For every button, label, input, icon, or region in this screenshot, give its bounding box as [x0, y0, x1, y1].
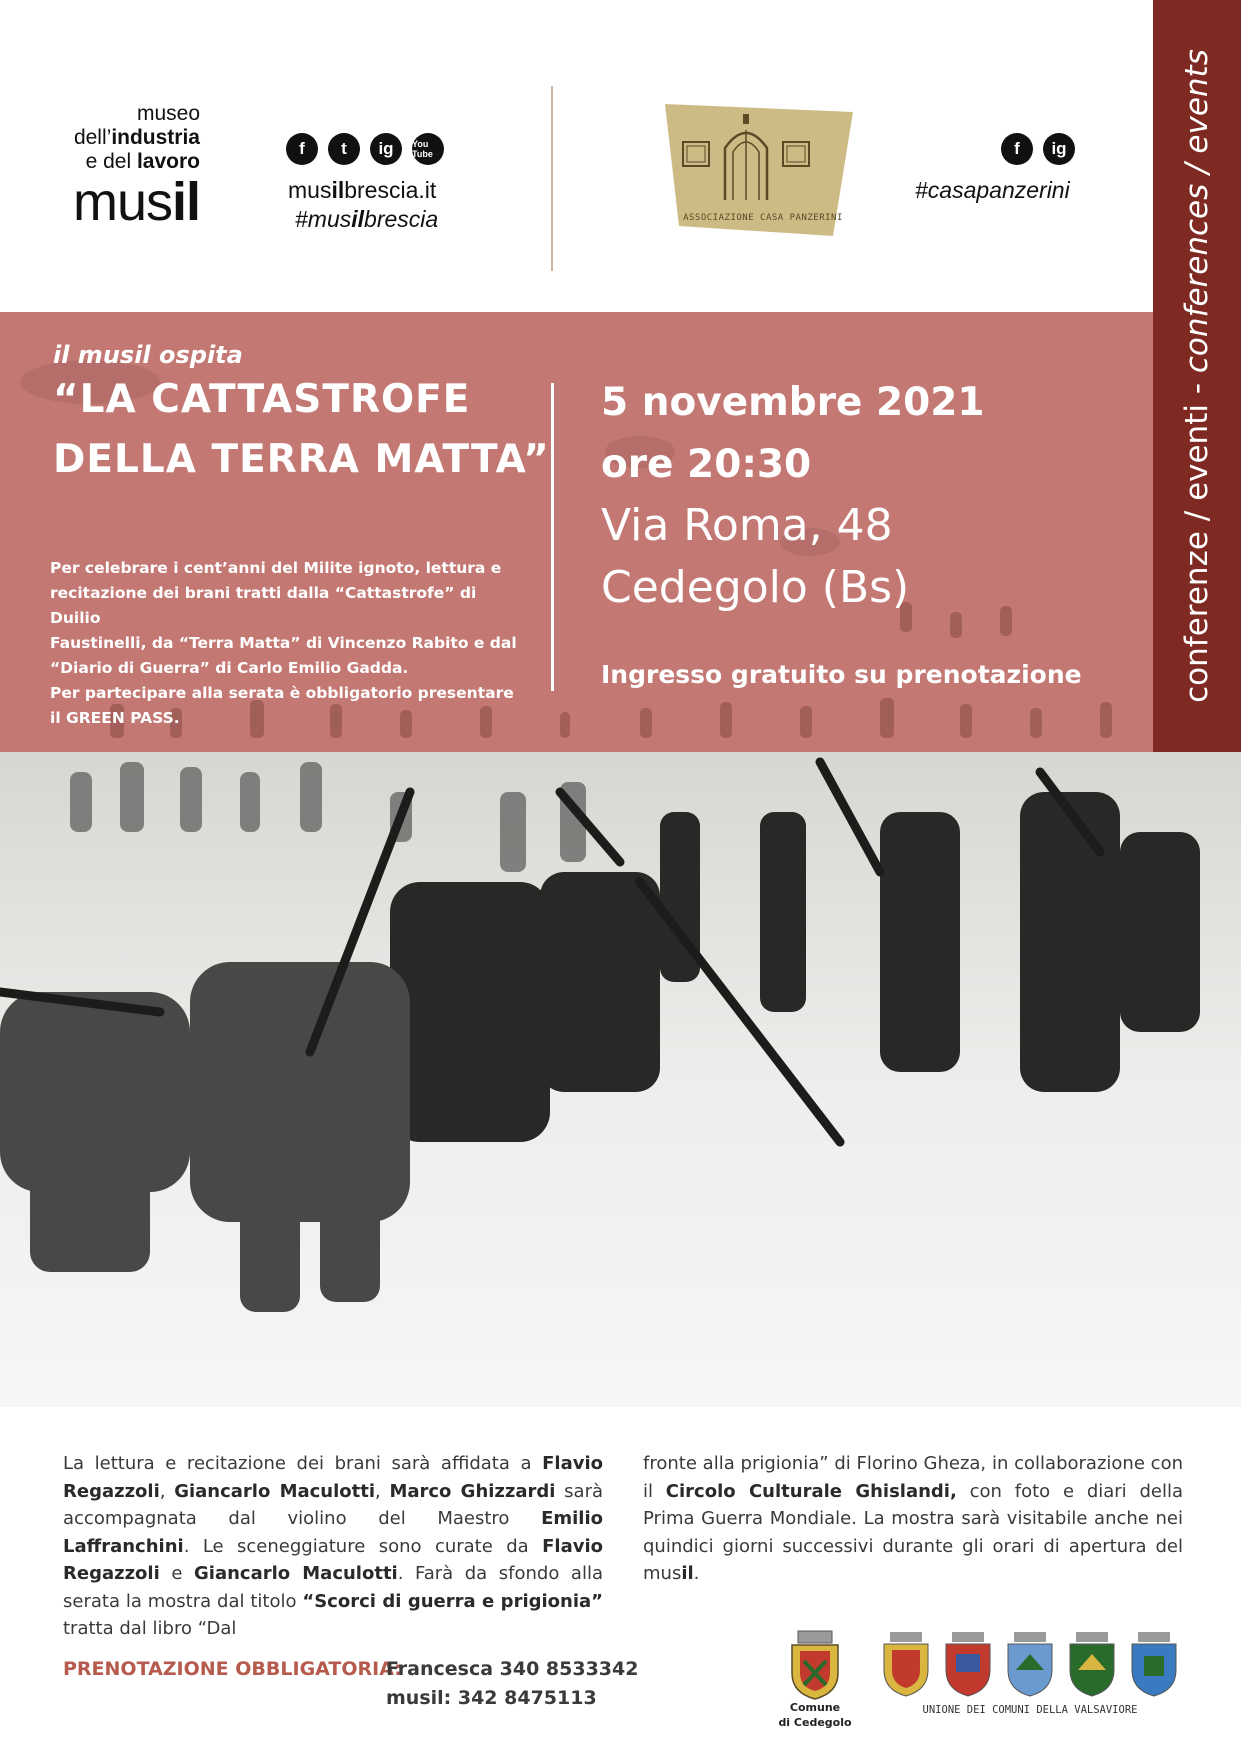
event-title-line2: DELLA TERRA MATTA” — [53, 437, 550, 482]
musil-logo-line3: e del lavoro — [85, 150, 200, 173]
side-band-text: conferenze / eventi - conferences / events — [1179, 49, 1215, 703]
casa-hashtag: #casapanzerini — [915, 177, 1070, 203]
facebook-icon[interactable]: f — [286, 133, 318, 165]
casa-panzerini-caption: ASSOCIAZIONE CASA PANZERINI — [683, 213, 843, 223]
banner-divider — [551, 383, 554, 691]
cedegolo-crest-label: Comune di Cedegolo — [778, 1701, 852, 1729]
musil-logo-line1: museo — [136, 102, 200, 125]
header-divider — [551, 86, 553, 271]
union-crest-5-icon — [1128, 1630, 1180, 1698]
musil-website-link[interactable]: musilbrescia.it — [288, 177, 437, 203]
musil-logo — [40, 102, 200, 230]
event-entry-note: Ingresso gratuito su prenotazione — [601, 660, 1082, 689]
musil-hashtag: #musilbrescia — [295, 206, 439, 232]
historic-photo — [0, 752, 1241, 1407]
booking-contact-musil[interactable]: musil: 342 8475113 — [386, 1687, 597, 1709]
body-text-column-1: La lettura e recitazione dei brani sarà affidata a Flavio Regazzoli, Giancarlo Maculotti, Marco Ghizzardi sarà accompagnata dal violino del Maestro Emilio Laffranchini. Le sceneggiature sono curate da Flavio Regazzoli e Giancarlo Maculotti. Farà da sfondo alla serata la mostra dal titolo “Scorci di guerra e prigionia” tratta dal libro “Dal — [63, 1453, 604, 1639]
event-description: Per celebrare i cent’anni del Milite ignoto, lettura e recitazione dei brani tratti dalla “Cattastrofe” di Duilio Faustinelli, da “Terra Matta” di Vincenzo Rabito e dal “Diario di Guerra” di Carlo Emilio Gadda. Per partecipare alla serata è obbligatorio presentare il GREEN PASS. — [50, 559, 517, 727]
body-text-column-2: fronte alla prigionia” di Florino Gheza, in collaborazione con il Circolo Culturale Ghislandi, con foto e diari della Prima Guerra Mondiale. La mostra sarà visitabile anche nei quindici giorni successivi durante gli orari di apertura del musil. — [643, 1453, 1183, 1584]
event-kicker: il musil ospita — [53, 341, 243, 369]
cedegolo-crest-icon — [786, 1627, 844, 1701]
union-crests — [880, 1630, 1180, 1702]
casa-social-icons — [1001, 133, 1075, 165]
event-city: Cedegolo (Bs) — [601, 562, 910, 613]
musil-wordmark: musil — [72, 172, 200, 232]
booking-contact-francesca[interactable]: Francesca 340 8533342 — [386, 1658, 639, 1680]
instagram-icon[interactable]: ig — [370, 133, 402, 165]
facebook-icon[interactable]: f — [1001, 133, 1033, 165]
casa-panzerini-logo — [663, 100, 863, 238]
youtube-icon[interactable]: You Tube — [412, 133, 444, 165]
twitter-icon[interactable]: t — [328, 133, 360, 165]
union-label: UNIONE DEI COMUNI DELLA VALSAVIORE — [922, 1704, 1138, 1716]
musil-logo-line2: dell’industria — [73, 126, 200, 149]
side-band — [1153, 0, 1241, 752]
event-title-line1: “LA CATTASTROFE — [53, 377, 471, 422]
booking-label: PRENOTAZIONE OBBLIGATORIA: — [63, 1658, 402, 1680]
soldiers-in-snow-image — [0, 752, 1241, 1407]
event-date: 5 novembre 2021 — [601, 380, 985, 425]
union-crest-4-icon — [1066, 1630, 1118, 1698]
event-time: ore 20:30 — [601, 442, 812, 487]
union-crest-2-icon — [942, 1630, 994, 1698]
musil-social-icons — [286, 133, 444, 165]
union-crest-3-icon — [1004, 1630, 1056, 1698]
event-address: Via Roma, 48 — [601, 500, 893, 551]
union-crest-1-icon — [880, 1630, 932, 1698]
instagram-icon[interactable]: ig — [1043, 133, 1075, 165]
